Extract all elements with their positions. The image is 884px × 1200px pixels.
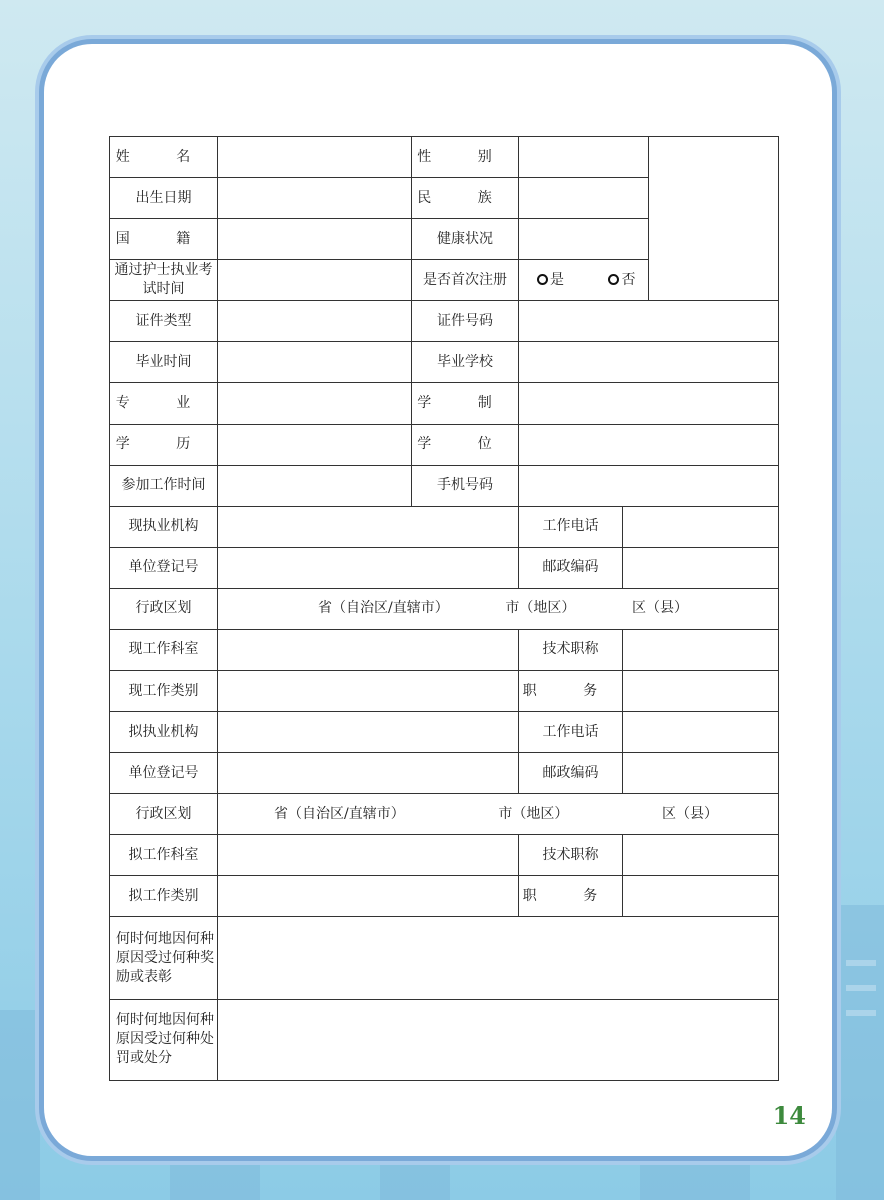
table-row — [110, 547, 779, 588]
position-field[interactable] — [623, 671, 779, 712]
label-graduation-school: 毕业学校 — [412, 342, 519, 383]
label-birth-date: 出生日期 — [110, 178, 218, 219]
label-education: 学 历 — [110, 424, 218, 465]
awards-field[interactable] — [218, 917, 779, 999]
label-graduation-time: 毕业时间 — [110, 342, 218, 383]
label-name: 姓 名 — [110, 137, 218, 178]
label-id-type: 证件类型 — [110, 301, 218, 342]
table-row — [110, 629, 779, 670]
table-row — [110, 424, 779, 465]
study-length-field[interactable] — [519, 383, 779, 424]
id-type-field[interactable] — [218, 301, 412, 342]
label-mobile: 手机号码 — [412, 465, 519, 506]
postal-code-field[interactable] — [623, 547, 779, 588]
label-study-length: 学 制 — [412, 383, 519, 424]
label-proposed-unit-reg-no: 单位登记号 — [110, 753, 218, 794]
label-degree: 学 位 — [412, 424, 519, 465]
label-awards: 何时何地因何种原因受过何种奖励或表彰 — [110, 917, 218, 999]
table-row — [110, 588, 779, 629]
graduation-time-field[interactable] — [218, 342, 412, 383]
registration-form-table — [109, 136, 779, 1081]
label-penalties: 何时何地因何种原因受过何种处罚或处分 — [110, 999, 218, 1080]
skyline-windows — [846, 960, 876, 966]
table-row — [110, 506, 779, 547]
table-row — [110, 794, 779, 835]
gender-field[interactable] — [519, 137, 649, 178]
radio-no[interactable]: 否 — [608, 271, 635, 290]
label-tech-title: 技术职称 — [519, 629, 623, 670]
id-number-field[interactable] — [519, 301, 779, 342]
skyline-building — [836, 905, 884, 1200]
table-row — [110, 712, 779, 753]
mobile-field[interactable] — [519, 465, 779, 506]
city-label: 市（地区） — [498, 805, 569, 822]
label-first-registration: 是否首次注册 — [412, 260, 519, 301]
education-field[interactable] — [218, 424, 412, 465]
table-row — [110, 137, 779, 178]
label-ethnicity: 民 族 — [412, 178, 519, 219]
label-work-phone: 工作电话 — [519, 506, 623, 547]
page-number: 14 — [772, 1101, 806, 1130]
table-row — [110, 301, 779, 342]
work-start-time-field[interactable] — [218, 465, 412, 506]
skyline-building — [640, 1160, 750, 1200]
province-label: 省（自治区/直辖市） — [318, 600, 449, 617]
radio-yes[interactable]: 是 — [537, 271, 564, 290]
nationality-field[interactable] — [218, 219, 412, 260]
proposed-position-field[interactable] — [623, 876, 779, 917]
exam-time-field[interactable] — [218, 260, 412, 301]
name-field[interactable] — [218, 137, 412, 178]
table-row — [110, 835, 779, 876]
label-proposed-admin-division: 行政区划 — [110, 794, 218, 835]
label-proposed-work-phone: 工作电话 — [519, 712, 623, 753]
label-proposed-tech-title: 技术职称 — [519, 835, 623, 876]
tech-title-field[interactable] — [623, 629, 779, 670]
label-proposed-institution: 拟执业机构 — [110, 712, 218, 753]
table-row — [110, 342, 779, 383]
degree-field[interactable] — [519, 424, 779, 465]
skyline-building — [380, 1160, 450, 1200]
label-major: 专 业 — [110, 383, 218, 424]
work-phone-field[interactable] — [623, 506, 779, 547]
radio-circle-icon — [537, 274, 548, 285]
table-row — [110, 671, 779, 712]
label-admin-division: 行政区划 — [110, 588, 218, 629]
admin-division-field[interactable] — [218, 588, 779, 629]
label-work-start-time: 参加工作时间 — [110, 465, 218, 506]
label-postal-code: 邮政编码 — [519, 547, 623, 588]
skyline-building — [170, 1160, 260, 1200]
label-health: 健康状况 — [412, 219, 519, 260]
table-row — [110, 876, 779, 917]
label-proposed-postal-code: 邮政编码 — [519, 753, 623, 794]
label-id-number: 证件号码 — [412, 301, 519, 342]
province-label: 省（自治区/直辖市） — [274, 805, 405, 822]
district-label: 区（县） — [632, 600, 688, 617]
table-row — [110, 753, 779, 794]
first-registration-options — [519, 260, 649, 301]
health-field[interactable] — [519, 219, 649, 260]
city-label: 市（地区） — [505, 600, 576, 617]
proposed-work-type-field[interactable] — [218, 876, 519, 917]
label-unit-reg-no: 单位登记号 — [110, 547, 218, 588]
label-exam-time: 通过护士执业考试时间 — [110, 260, 218, 301]
label-current-work-type: 现工作类别 — [110, 671, 218, 712]
ethnicity-field[interactable] — [519, 178, 649, 219]
label-proposed-work-type: 拟工作类别 — [110, 876, 218, 917]
birth-date-field[interactable] — [218, 178, 412, 219]
skyline-windows — [846, 985, 876, 991]
skyline-building — [0, 1010, 40, 1200]
proposed-unit-reg-no-field[interactable] — [218, 753, 519, 794]
label-gender: 性 别 — [412, 137, 519, 178]
label-current-department: 现工作科室 — [110, 629, 218, 670]
proposed-tech-title-field[interactable] — [623, 835, 779, 876]
graduation-school-field[interactable] — [519, 342, 779, 383]
district-label: 区（县） — [662, 805, 718, 822]
proposed-admin-division-field[interactable] — [218, 794, 779, 835]
current-work-type-field[interactable] — [218, 671, 519, 712]
penalties-field[interactable] — [218, 999, 779, 1080]
label-position: 职 务 — [519, 671, 623, 712]
label-current-institution: 现执业机构 — [110, 506, 218, 547]
label-nationality: 国 籍 — [110, 219, 218, 260]
photo-box — [649, 137, 779, 301]
skyline-windows — [846, 1010, 876, 1016]
proposed-postal-code-field[interactable] — [623, 753, 779, 794]
table-row — [110, 465, 779, 506]
label-proposed-position: 职 务 — [519, 876, 623, 917]
table-row — [110, 999, 779, 1080]
proposed-work-phone-field[interactable] — [623, 712, 779, 753]
current-institution-field[interactable] — [218, 506, 519, 547]
major-field[interactable] — [218, 383, 412, 424]
radio-circle-icon — [608, 274, 619, 285]
current-department-field[interactable] — [218, 629, 519, 670]
proposed-institution-field[interactable] — [218, 712, 519, 753]
label-proposed-department: 拟工作科室 — [110, 835, 218, 876]
table-row — [110, 917, 779, 999]
table-row — [110, 383, 779, 424]
proposed-department-field[interactable] — [218, 835, 519, 876]
unit-reg-no-field[interactable] — [218, 547, 519, 588]
